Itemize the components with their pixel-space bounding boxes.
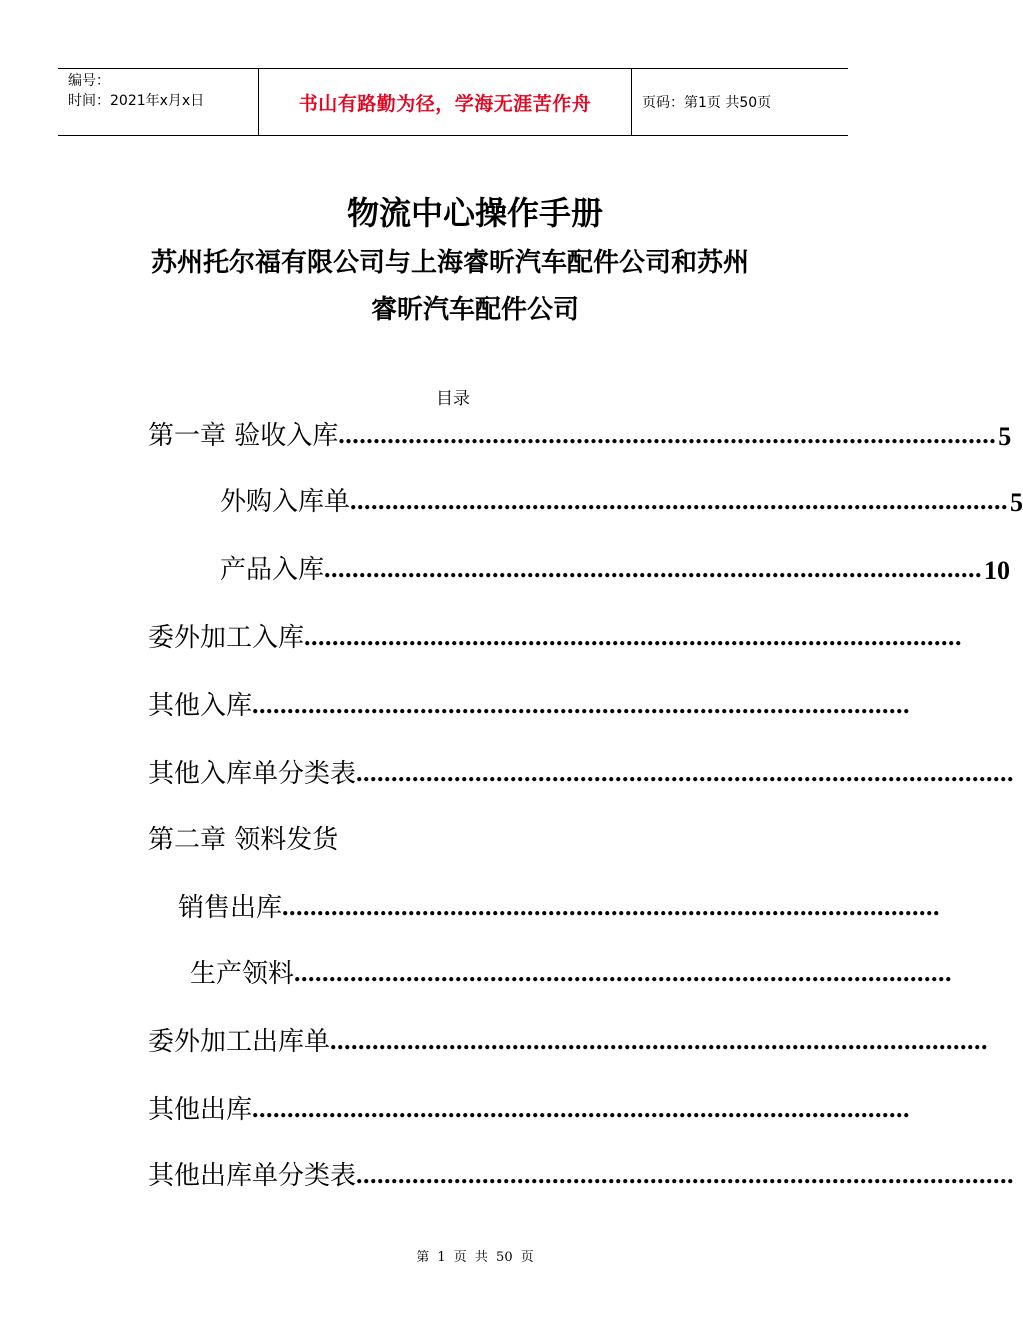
toc-entry-label: 其他入库 bbox=[148, 691, 253, 721]
toc-entry-page: 5 bbox=[1010, 488, 1023, 517]
page-footer: 第 1 页 共 50 页 bbox=[416, 1250, 534, 1265]
toc-leader-dots: .............................................................................................. bbox=[282, 892, 941, 921]
toc-entry-label: 第一章 验收入库 bbox=[148, 421, 339, 451]
toc-entry[interactable] bbox=[220, 482, 1023, 518]
toc-entry[interactable] bbox=[148, 416, 1012, 452]
toc-entry-label: 委外加工出库单 bbox=[148, 1027, 331, 1057]
document-title: 物流中心操作手册 bbox=[346, 194, 603, 232]
subtitle-line-1: 苏州托尔福有限公司与上海睿昕汽车配件公司和苏州 bbox=[150, 248, 749, 278]
toc-chapter-heading[interactable] bbox=[148, 820, 804, 856]
subtitle-line-2: 睿昕汽车配件公司 bbox=[370, 295, 579, 325]
toc-entry[interactable] bbox=[178, 888, 941, 924]
number-label: 编号： bbox=[68, 73, 110, 89]
toc-entry-label: 其他入库单分类表 bbox=[148, 759, 357, 789]
page-info: 页码：第1页 共50页 bbox=[642, 95, 772, 111]
toc-entry[interactable] bbox=[220, 550, 1011, 586]
toc-leader-dots: .............................................................................................. bbox=[356, 758, 1015, 787]
toc-entry-page: 5 bbox=[998, 422, 1012, 451]
toc-heading: 目录 bbox=[436, 389, 470, 409]
time-label: 时间：2021年x月x日 bbox=[68, 93, 205, 109]
toc-entry[interactable] bbox=[148, 1156, 1015, 1192]
toc-entry-label: 销售出库 bbox=[178, 893, 283, 923]
header-left-cell bbox=[58, 69, 258, 135]
header-table bbox=[58, 68, 848, 136]
toc-entry-label: 外购入库单 bbox=[220, 487, 351, 517]
toc-entry-label: 其他出库单分类表 bbox=[148, 1161, 357, 1191]
toc-leader-dots: .............................................................................................. bbox=[294, 958, 953, 987]
toc-entry-label: 生产领料 bbox=[190, 959, 295, 989]
toc-entry-label: 委外加工入库 bbox=[148, 623, 305, 653]
toc-entry-label: 其他出库 bbox=[148, 1095, 253, 1125]
toc-entry[interactable] bbox=[148, 754, 1015, 790]
toc-leader-dots: .............................................................................................. bbox=[356, 1160, 1015, 1189]
toc-leader-dots: .............................................................................................. bbox=[252, 690, 911, 719]
motto: 书山有路勤为径，学海无涯苦作舟 bbox=[258, 69, 632, 135]
toc-entry-label: 第二章 领料发货 bbox=[148, 825, 339, 855]
toc-entry-label: 产品入库 bbox=[220, 555, 325, 585]
toc-leader-dots: .............................................................................................. bbox=[324, 554, 983, 583]
toc-leader-dots: .............................................................................................. bbox=[304, 622, 963, 651]
toc-entry[interactable] bbox=[148, 686, 911, 722]
toc-entry[interactable] bbox=[148, 1022, 989, 1058]
toc-leader-dots: .............................................................................................. bbox=[252, 1094, 911, 1123]
toc-leader-dots: .............................................................................................. bbox=[350, 486, 1009, 515]
toc-leader-dots: .............................................................................................. bbox=[338, 420, 997, 449]
toc-entry-page: 10 bbox=[984, 556, 1011, 585]
toc-entry[interactable] bbox=[190, 954, 953, 990]
toc-entry[interactable] bbox=[148, 618, 963, 654]
toc-leader-dots: .............................................................................................. bbox=[330, 1026, 989, 1055]
toc-entry[interactable] bbox=[148, 1090, 911, 1126]
